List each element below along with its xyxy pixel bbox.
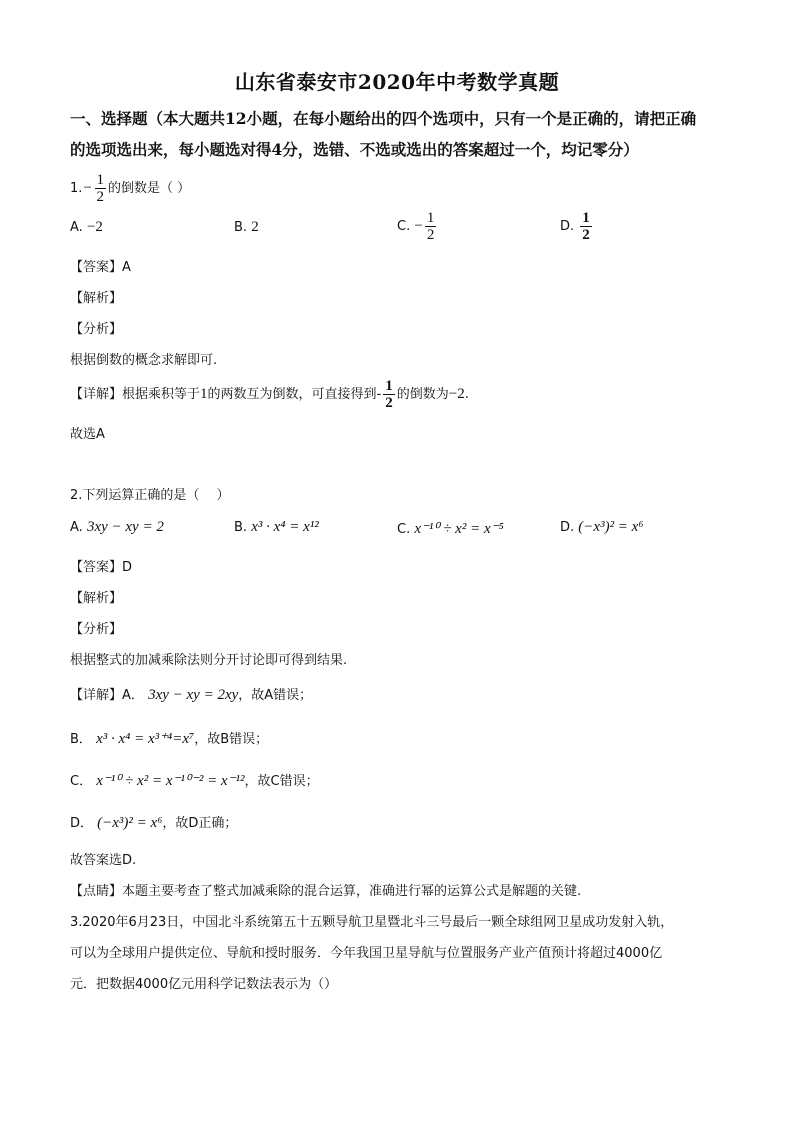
q3-line-3: 元．把数据4000亿元用科学记数法表示为（） bbox=[70, 977, 338, 992]
q2-option-b bbox=[234, 519, 319, 536]
q1-option-c-num: 1 bbox=[426, 210, 435, 226]
q2-comment bbox=[70, 880, 581, 899]
q2-answer-tag: 【答案】 bbox=[70, 560, 123, 575]
q1-option-c-neg: − bbox=[414, 218, 423, 234]
q1-option-d-den: 2 bbox=[582, 227, 590, 243]
q2-detail-a-end: ，故A错误； bbox=[238, 688, 313, 703]
q2-comment-text: 本题主要考查了整式加减乘除的混合运算，准确进行幂的运算公式是解题的关键. bbox=[122, 884, 582, 899]
q1-option-d-fraction bbox=[580, 210, 592, 243]
q2-option-a-expr: 3xy − xy = 2 bbox=[86, 519, 164, 535]
q2-detail-d bbox=[70, 812, 237, 832]
q2-detail-a-label: A． bbox=[122, 688, 144, 703]
q2-option-a-label: A. bbox=[70, 520, 83, 535]
q2-fenxi-text: 根据整式的加减乘除法则分开讨论即可得到结果. bbox=[70, 653, 348, 668]
q2-answer bbox=[70, 556, 132, 575]
q2-analysis-tag: 【解析】 bbox=[70, 591, 123, 606]
q2-detail-b-expr: x³ · x⁴ = x³⁺⁴=x⁷ bbox=[96, 731, 195, 747]
q2-option-b-label: B. bbox=[234, 520, 248, 535]
q1-fenxi-text: 根据倒数的概念求解即可. bbox=[70, 353, 218, 368]
q1-detail-value: −2 bbox=[448, 386, 465, 402]
q3-line-1: 3.2020年6月23日，中国北斗系统第五十五颗导航卫星暨北斗三号最后一颗全球组网卫星成功发射入轨， bbox=[70, 915, 674, 930]
q1-option-b-label: B. bbox=[234, 220, 248, 235]
q1-stem bbox=[70, 172, 190, 205]
q2-option-c-expr: x⁻¹⁰ ÷ x² = x⁻⁵ bbox=[414, 521, 504, 537]
q1-option-d-label: D. bbox=[560, 219, 575, 234]
q1-detail-part-c: 的倒数为 bbox=[396, 387, 449, 402]
q1-option-c-label: C. bbox=[397, 219, 411, 234]
q1-frac-den: 2 bbox=[96, 189, 105, 205]
q2-answer-value: D bbox=[122, 560, 133, 575]
q1-detail-tag: 【详解】 bbox=[70, 387, 123, 402]
q3-line-2: 可以为全球用户提供定位、导航和授时服务．今年我国卫星导航与位置服务产业产值预计将超过4000亿 bbox=[70, 946, 663, 961]
q1-detail-den: 2 bbox=[385, 395, 393, 411]
q1-analysis-tag: 【解析】 bbox=[70, 291, 123, 306]
q2-fenxi-tag: 【分析】 bbox=[70, 622, 123, 637]
q2-option-a bbox=[70, 519, 164, 536]
q2-detail-a-expr: 3xy − xy = 2xy bbox=[148, 687, 239, 703]
q1-option-a-label: A. bbox=[70, 220, 83, 235]
q1-option-a bbox=[70, 219, 103, 236]
q1-choose: 故选A bbox=[70, 427, 105, 442]
section-header-line-1: 一、选择题（本大题共12小题，在每小题给出的四个选项中，只有一个是正确的，请把正确 bbox=[70, 109, 697, 128]
q1-option-c bbox=[397, 210, 438, 243]
q2-detail-c-expr: x⁻¹⁰ ÷ x² = x⁻¹⁰⁻² = x⁻¹² bbox=[96, 773, 245, 789]
q2-option-d-expr: (−x³)² = x⁶ bbox=[578, 519, 644, 535]
q2-option-d bbox=[560, 519, 644, 536]
q2-detail-tag: 【详解】 bbox=[70, 688, 123, 703]
q1-frac-num: 1 bbox=[96, 172, 105, 188]
q1-detail-one: 1 bbox=[200, 386, 208, 402]
q2-option-c bbox=[397, 519, 504, 538]
q2-detail-c-end: ，故C错误； bbox=[244, 774, 319, 789]
q2-detail-d-expr: (−x³)² = x⁶ bbox=[97, 815, 163, 831]
q2-detail-c bbox=[70, 770, 319, 790]
q1-answer-tag: 【答案】 bbox=[70, 260, 123, 275]
page-title: 山东省泰安市2020年中考数学真题 bbox=[234, 70, 560, 94]
q1-detail-part-a: 根据乘积等于 bbox=[122, 387, 201, 402]
q1-option-c-den: 2 bbox=[426, 227, 435, 243]
q1-number: 1. bbox=[70, 181, 83, 196]
q1-answer bbox=[70, 256, 131, 275]
q2-option-b-expr: x³ · x⁴ = x¹² bbox=[251, 519, 319, 535]
q1-option-b-value: 2 bbox=[251, 219, 259, 235]
q2-detail-a bbox=[70, 684, 312, 704]
q1-stem-suffix: 的倒数是（ ） bbox=[108, 181, 191, 196]
q1-option-c-fraction bbox=[425, 210, 437, 243]
q2-detail-d-label: D． bbox=[70, 816, 94, 831]
q1-fraction bbox=[95, 172, 107, 205]
q1-option-a-value: −2 bbox=[86, 219, 103, 235]
q1-option-d-num: 1 bbox=[582, 210, 590, 226]
q1-detail-fraction bbox=[383, 378, 395, 411]
section-header-line-2: 的选项选出来，每小题选对得4分，选错、不选或选出的答案超过一个，均记零分） bbox=[70, 140, 639, 159]
q1-detail-num: 1 bbox=[385, 378, 393, 394]
q2-detail-d-end: ，故D正确； bbox=[162, 816, 238, 831]
q2-choose: 故答案选D. bbox=[70, 853, 137, 868]
q2-detail-b-label: B． bbox=[70, 732, 92, 747]
q2-detail-c-label: C． bbox=[70, 774, 93, 789]
q1-fenxi-tag: 【分析】 bbox=[70, 322, 123, 337]
q1-detail-end: . bbox=[464, 387, 469, 402]
q2-detail-b bbox=[70, 728, 268, 748]
q2-comment-tag: 【点睛】 bbox=[70, 884, 123, 899]
q1-option-b bbox=[234, 219, 259, 236]
q2-stem: 2.下列运算正确的是（ ） bbox=[70, 488, 230, 503]
q1-option-d bbox=[560, 210, 594, 243]
q1-answer-value: A bbox=[122, 260, 131, 275]
q2-option-d-label: D. bbox=[560, 520, 575, 535]
q1-detail bbox=[70, 378, 469, 411]
q1-neg-sign: − bbox=[82, 180, 93, 196]
q1-detail-part-b: 的两数互为倒数，可直接得到- bbox=[207, 387, 382, 402]
q2-detail-b-end: ，故B错误； bbox=[194, 732, 269, 747]
q2-option-c-label: C. bbox=[397, 522, 411, 537]
